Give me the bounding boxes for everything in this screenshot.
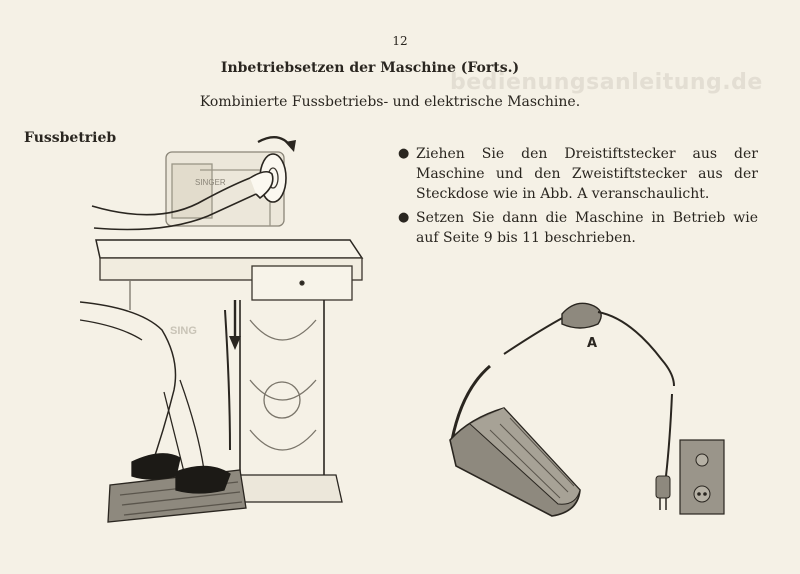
foot-pedal-icon — [450, 408, 580, 516]
section-heading: Fussbetrieb — [24, 130, 117, 146]
page-title: Inbetriebsetzen der Maschine (Forts.) — [220, 60, 520, 76]
wall-socket-icon — [680, 440, 724, 514]
instruction-item — [398, 144, 758, 204]
three-pin-plug-icon — [562, 303, 674, 386]
page-subtitle: Kombinierte Fussbetriebs- und elektrische Maschine. — [199, 94, 581, 110]
instruction-item — [398, 208, 758, 248]
bullet-icon: ● — [398, 146, 410, 161]
foot-control-illustration — [430, 290, 770, 530]
two-pin-plug-icon — [656, 476, 670, 510]
machine-brand-label: SINGER — [195, 178, 226, 187]
page-watermark: bedienungsanleitung.de — [450, 70, 763, 95]
figure-label-a: A — [587, 336, 598, 351]
stand-brand-label: SING — [170, 325, 197, 337]
instructions-list — [398, 144, 758, 252]
rotation-arrow-icon — [258, 137, 296, 152]
instruction-text: Ziehen Sie den Dreistiftstecker aus der Maschine und den Zweistiftstecker aus der Steckdose wie in Abb. A veranschaulicht. — [416, 146, 758, 202]
page-number: 12 — [392, 34, 408, 48]
bullet-icon: ● — [398, 210, 410, 225]
instruction-text: Setzen Sie dann die Maschine in Betrieb wie auf Seite 9 bis 11 beschrieben. — [416, 210, 758, 246]
treadle-machine-illustration — [80, 130, 380, 525]
